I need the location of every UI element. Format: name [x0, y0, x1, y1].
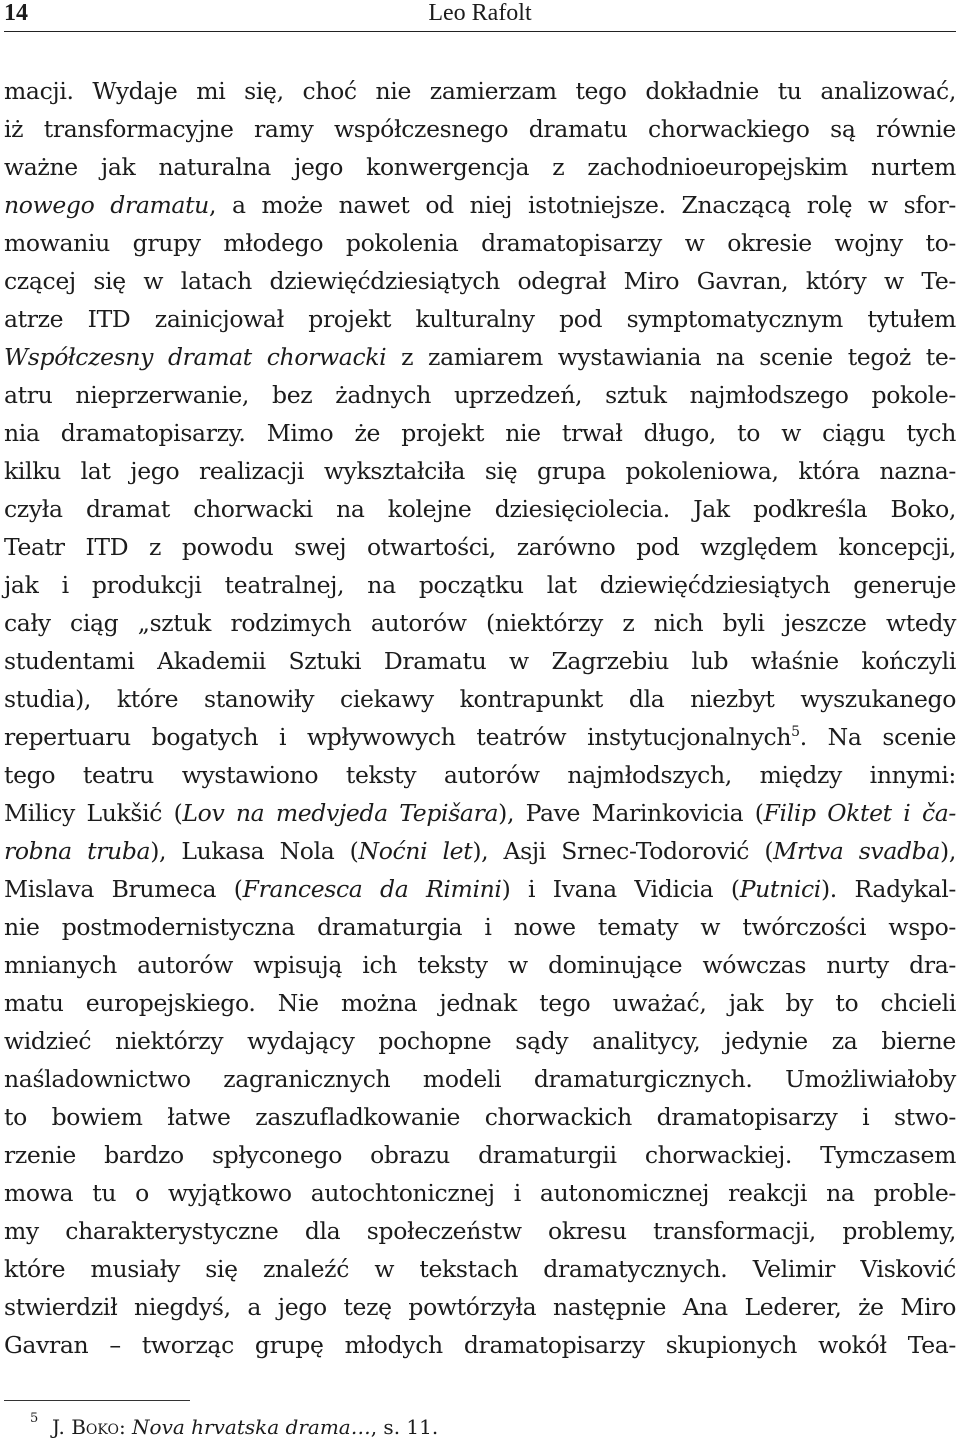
italic-title: Współczesny dramat chorwacki [4, 343, 387, 371]
italic-title: Francesca da Rimini [242, 875, 502, 903]
footnote-mark: 5 [30, 1411, 39, 1426]
text-line: matu europejskiego. Nie można jednak tego uważać, jak by to chcieli [4, 989, 956, 1017]
italic-title: Lov na medvjeda Tepišara [182, 799, 499, 827]
italic-term: nowego dramatu [4, 191, 209, 219]
text-line: Mislava Brumeca (Francesca da Rimini) i Ivana Vidicia (Putnici). Radykal- [4, 875, 956, 903]
text-line: cały ciąg „sztuk rodzimych autorów (niektórzy z nich byli jeszcze wtedy [4, 609, 956, 637]
text-line: studia), które stanowiły ciekawy kontrapunkt dla niezbyt wyszukanego [4, 685, 956, 713]
text-line: repertuaru bogatych i wpływowych teatrów instytucjonalnych$^5$. Na scenie [4, 723, 956, 751]
text-line: studentami Akademii Sztuki Dramatu w Zagrzebiu lub właśnie kończyli [4, 647, 956, 675]
text-line: jak i produkcji teatralnej, na początku lat dziewięćdziesiątych generuje [4, 571, 956, 599]
text-line: macji. Wydaje mi się, choć nie zamierzam tego dokładnie tu analizować, [4, 77, 956, 105]
body-text [4, 72, 956, 1364]
italic-title: Mrtva svadba [773, 837, 941, 865]
cited-title: Nova hrvatska drama… [132, 1415, 371, 1439]
text-line: nie postmodernistyczna dramaturgia i nowe tematy w twórczości wspo- [4, 913, 956, 941]
text-line: Gavran – tworząc grupę młodych dramatopisarzy skupionych wokół Tea- [4, 1331, 956, 1359]
theatre-name: ITD [85, 533, 129, 561]
text-line: to bowiem łatwe zaszufladkowanie chorwackich dramatopisarzy i stwo- [4, 1103, 956, 1131]
text-line: atru nieprzerwanie, bez żadnych uprzedzeń, sztuk najmłodszego pokole- [4, 381, 956, 409]
theatre-name: ITD [87, 305, 131, 333]
text-line: rzenie bardzo spłyconego obrazu dramaturgii chorwackiej. Tymczasem [4, 1141, 956, 1169]
footnote-rule [4, 1400, 190, 1401]
italic-title: Putnici [739, 875, 821, 903]
text-line: stwierdził niegdyś, a jego tezę powtórzyła następnie Ana Lederer, że Miro [4, 1293, 956, 1321]
text-line: czyła dramat chorwacki na kolejne dziesięciolecia. Jak podkreśla Boko, [4, 495, 956, 523]
text-line: widzieć niektórzy wydający pochopne sądy analitycy, jedynie za bierne [4, 1027, 956, 1055]
running-header [4, 0, 956, 26]
italic-title: Noćni let [358, 837, 473, 865]
text-line: robna truba), Lukasa Nola (Noćni let), Asji Srnec-Todorović (Mrtva svadba), [4, 837, 956, 865]
text-line: naśladownictwo zagranicznych modeli dramaturgicznych. Umożliwiałoby [4, 1065, 956, 1093]
text-line: Teatr ITD z powodu swej otwartości, zarówno pod względem koncepcji, [4, 533, 956, 561]
text-line: mowa tu o wyjątkowo autochtonicznej i autonomicznej reakcji na proble- [4, 1179, 956, 1207]
text-line: mnianych autorów wpisują ich teksty w dominujące wówczas nurty dra- [4, 951, 956, 979]
text-line: które musiały się znaleźć w tekstach dramatycznych. Velimir Visković [4, 1255, 956, 1283]
text-line: czącej się w latach dziewięćdziesiątych odegrał Miro Gavran, który w Te- [4, 267, 956, 295]
footnote-reference: 5 [791, 724, 800, 741]
italic-title: Filip Oktet i ča- [763, 799, 957, 827]
text-line: iż transformacyjne ramy współczesnego dramatu chorwackiego są równie [4, 115, 956, 143]
text-line: mowaniu grupy młodego pokolenia dramatopisarzy w okresie wojny to- [4, 229, 956, 257]
italic-title: robna truba [4, 837, 151, 865]
text-line: Współczesny dramat chorwacki z zamiarem wystawiania na scenie tegoż te- [4, 343, 956, 371]
text-line: Milicy Lukšić (Lov na medvjeda Tepišara), Pave Marinkovicia (Filip Oktet i ča- [4, 799, 957, 827]
cited-author: Boko [71, 1415, 119, 1439]
text-line: nowego dramatu, a może nawet od niej istotniejsze. Znaczącą rolę w sfor- [4, 191, 956, 219]
text-line: ważne jak naturalna jego konwergencja z zachodnioeuropejskim nurtem [4, 153, 956, 181]
text-line: my charakterystyczne dla społeczeństw okresu transformacji, problemy, [4, 1217, 956, 1245]
page-number: 14 [4, 0, 28, 26]
running-head-author: Leo Rafolt [428, 0, 532, 26]
text-line: tego teatru wystawiono teksty autorów najmłodszych, między innymi: [4, 761, 956, 789]
text-line: nia dramatopisarzy. Mimo że projekt nie trwał długo, to w ciągu tych [4, 419, 956, 447]
header-rule [4, 31, 956, 32]
footnote-text: J. Boko: Nova hrvatska drama…, s. 11. [52, 1415, 439, 1439]
text-line: kilku lat jego realizacji wykształciła się grupa pokoleniowa, która nazna- [4, 457, 956, 485]
text-line: atrze ITD zainicjował projekt kulturalny pod symptomatycznym tytułem [4, 305, 956, 333]
